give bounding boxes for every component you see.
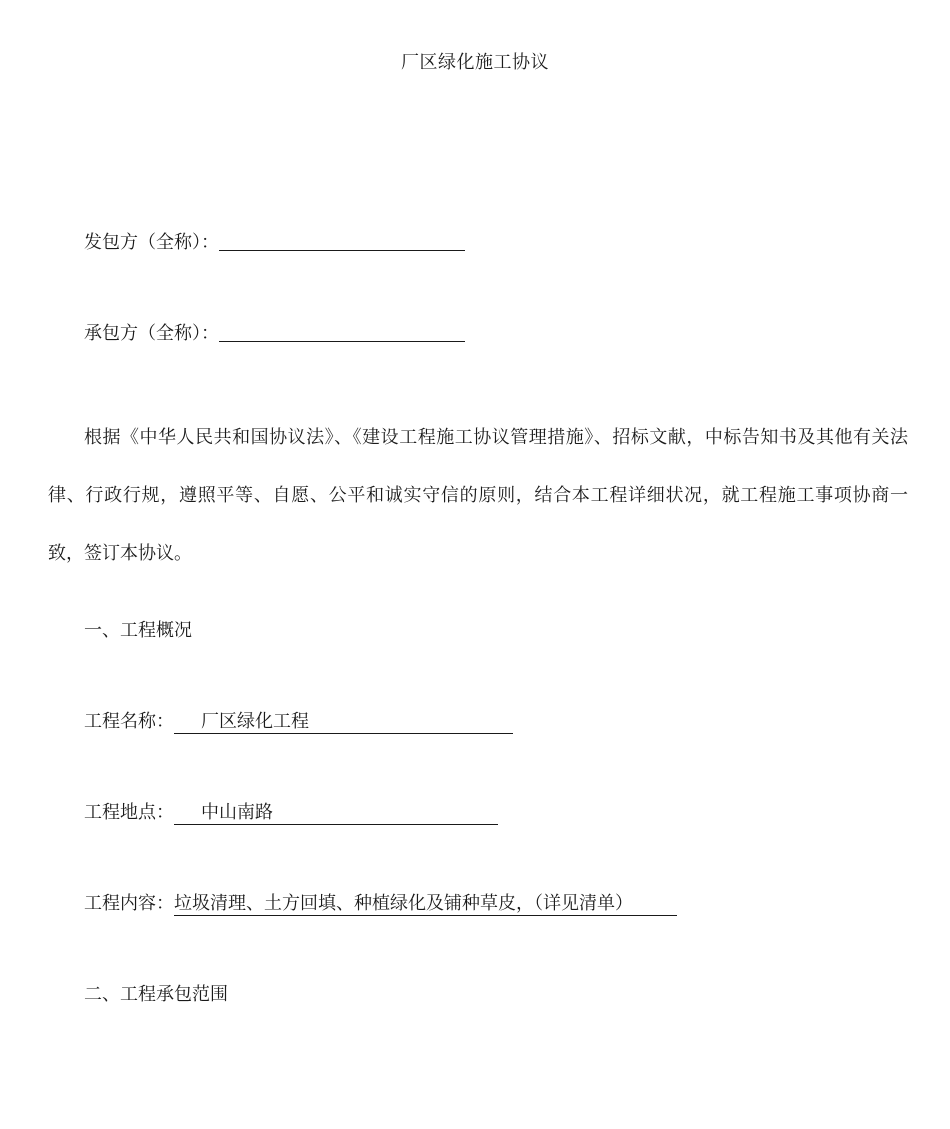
- project-name-line: [84, 709, 513, 735]
- project-name-label: 工程名称：: [84, 711, 174, 732]
- project-content-label: 工程内容：: [84, 893, 174, 914]
- project-location-value: 中山南路: [174, 802, 498, 825]
- contractor-line: [84, 321, 465, 347]
- project-name-value: 厂区绿化工程: [174, 711, 513, 734]
- contractor-blank: [219, 321, 465, 342]
- section2-heading: 二、工程承包范围: [84, 984, 228, 1005]
- project-content-value: 垃圾清理、土方回填、种植绿化及铺种草皮，（详见清单）: [174, 893, 677, 916]
- employer-label: 发包方（全称）：: [84, 232, 219, 253]
- preamble-text: 根据《中华人民共和国协议法》、《建设工程施工协议管理措施》、招标文献，中标告知书及其他有关法律、行政行规，遵照平等、自愿、公平和诚实守信的原则，结合本工程详细状况，就工程施工事项协商一致，签订本协议。: [48, 427, 908, 564]
- project-content-line: [84, 891, 677, 917]
- section1-heading: 一、工程概况: [84, 620, 192, 641]
- employer-blank: [219, 230, 465, 251]
- document-title: 厂区绿化施工协议: [401, 52, 549, 73]
- project-location-line: [84, 800, 498, 826]
- preamble-paragraph: [48, 409, 908, 583]
- contractor-label: 承包方（全称）：: [84, 323, 219, 344]
- employer-line: [84, 230, 465, 256]
- project-location-label: 工程地点：: [84, 802, 174, 823]
